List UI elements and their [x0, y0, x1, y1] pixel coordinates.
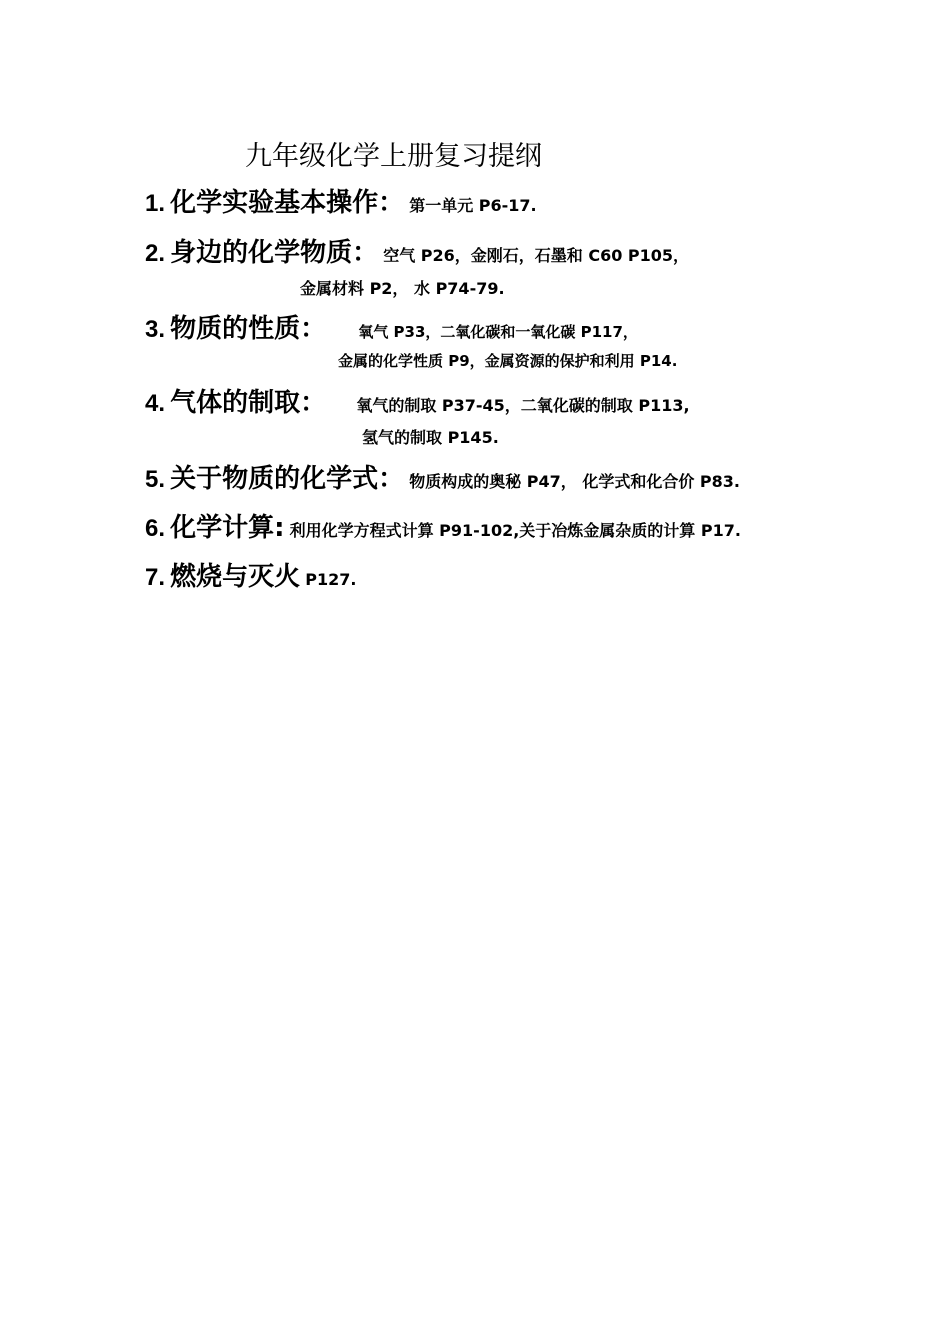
item-heading: 关于物质的化学式：	[170, 464, 405, 494]
item-number: 5.	[145, 466, 166, 493]
item-number: 1.	[145, 190, 166, 217]
outline-item-1	[145, 182, 537, 219]
outline-item-3	[145, 308, 638, 345]
item-continuation: 氢气的制取 P145.	[362, 428, 499, 447]
document-title: 九年级化学上册复习提纲	[245, 141, 542, 172]
item-number: 6.	[145, 515, 166, 542]
item-detail: 物质构成的奥秘 P47， 化学式和化合价 P83.	[409, 472, 740, 491]
item-number: 3.	[145, 316, 166, 343]
item-heading: 物质的性质：	[170, 314, 327, 344]
item-detail: 氧气 P33，二氧化碳和一氧化碳 P117，	[358, 323, 638, 341]
item-detail: P127.	[305, 570, 357, 589]
item-continuation: 金属材料 P2， 水 P74-79.	[300, 279, 505, 298]
outline-item-4	[145, 382, 690, 419]
item-number: 7.	[145, 564, 166, 591]
item-detail: 第一单元 P6-17.	[409, 196, 537, 215]
item-number: 2.	[145, 240, 166, 267]
item-heading: 化学实验基本操作：	[170, 188, 405, 218]
item-detail: 氧气的制取 P37-45，二氧化碳的制取 P113,	[356, 396, 690, 415]
item-continuation: 金属的化学性质 P9，金属资源的保护和利用 P14.	[338, 352, 678, 370]
outline-item-2	[145, 232, 689, 269]
item-detail: 利用化学方程式计算 P91-102,关于冶炼金属杂质的计算 P17.	[289, 521, 741, 540]
outline-item-7	[145, 556, 356, 593]
item-heading: 燃烧与灭火	[170, 562, 301, 592]
item-detail: 空气 P26，金刚石，石墨和 C60 P105，	[383, 246, 690, 265]
item-number: 4.	[145, 390, 166, 417]
item-heading: 身边的化学物质：	[170, 238, 379, 268]
outline-item-6	[145, 507, 741, 544]
outline-item-5	[145, 458, 740, 495]
item-heading: 气体的制取：	[170, 388, 327, 418]
item-heading: 化学计算:	[170, 513, 285, 543]
